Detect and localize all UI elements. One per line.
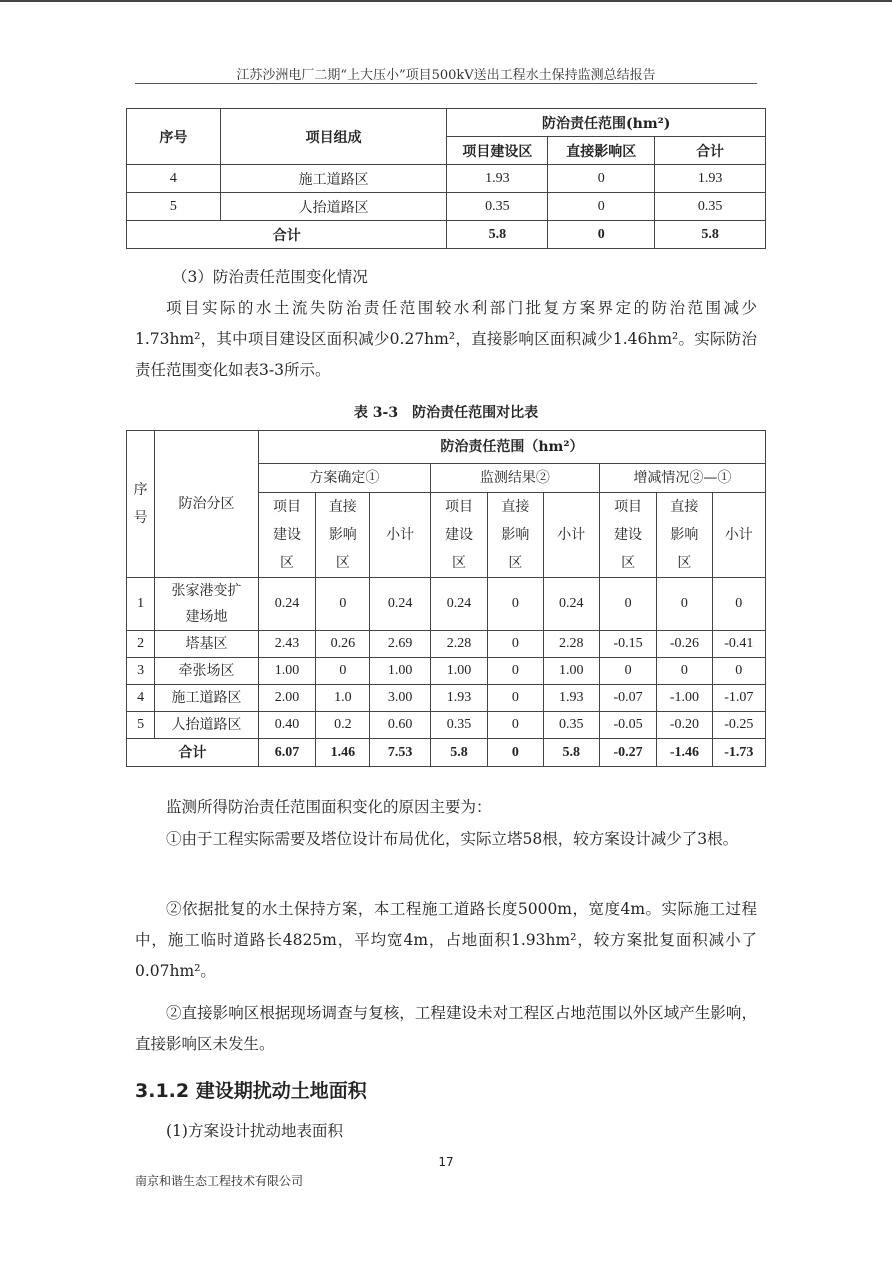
sub-header-subtotal: 小计 bbox=[543, 493, 599, 578]
col-header-seq: 序 号 bbox=[127, 431, 155, 578]
cell-value: 0 bbox=[712, 578, 765, 631]
footer-company: 南京和谐生态工程技术有限公司 bbox=[135, 1174, 304, 1188]
cell-value: 1.00 bbox=[430, 658, 487, 685]
table-3-3 bbox=[126, 430, 766, 767]
cell-value: 0 bbox=[316, 578, 370, 631]
cell-value: 0.35 bbox=[447, 193, 548, 221]
col-header-group: 防治责任范围（hm²） bbox=[258, 431, 765, 464]
cell-value: 0 bbox=[548, 165, 655, 193]
table-row bbox=[127, 658, 766, 685]
subsection-1: (1)方案设计扰动地表面积 bbox=[166, 1122, 343, 1140]
cell-value: 0.35 bbox=[430, 712, 487, 739]
cell-value: 0.2 bbox=[316, 712, 370, 739]
cell-value: 0 bbox=[548, 193, 655, 221]
cell-zone: 塔基区 bbox=[155, 631, 259, 658]
cell-value: 0.24 bbox=[543, 578, 599, 631]
cell-value: -0.26 bbox=[657, 631, 712, 658]
cell-value: 2.43 bbox=[258, 631, 315, 658]
cell-value: 0 bbox=[316, 658, 370, 685]
cell-value: 0.24 bbox=[258, 578, 315, 631]
cell-value: 0 bbox=[657, 578, 712, 631]
cell-value: -0.41 bbox=[712, 631, 765, 658]
table-row bbox=[127, 631, 766, 658]
cell-seq: 4 bbox=[127, 165, 221, 193]
table-row bbox=[127, 685, 766, 712]
cell-seq: 2 bbox=[127, 631, 155, 658]
cell-value: 0 bbox=[488, 685, 543, 712]
cell-name: 人抬道路区 bbox=[220, 193, 447, 221]
cell-value: -1.07 bbox=[712, 685, 765, 712]
cell-name: 施工道路区 bbox=[220, 165, 447, 193]
cell-value: 0 bbox=[488, 631, 543, 658]
table-row bbox=[127, 578, 766, 631]
sub-header-direct: 直接 影响 区 bbox=[488, 493, 543, 578]
table-row bbox=[127, 165, 766, 193]
cell-value: 0 bbox=[488, 578, 543, 631]
total-value: 6.07 bbox=[258, 739, 315, 767]
sub-header-subtotal: 小计 bbox=[370, 493, 430, 578]
cell-value: -0.25 bbox=[712, 712, 765, 739]
cell-value: 0.26 bbox=[316, 631, 370, 658]
cell-value: 0.24 bbox=[370, 578, 430, 631]
running-header: 江苏沙洲电厂二期“上大压小”项目500kV送出工程水土保持监测总结报告 bbox=[236, 68, 656, 83]
cell-value: 1.93 bbox=[430, 685, 487, 712]
cell-value: 0 bbox=[488, 658, 543, 685]
reason-3: ②直接影响区根据现场调查与复核，工程建设未对工程区占地范围以外区域产生影响，直接影响区未发生。 bbox=[135, 1004, 757, 1053]
cell-value: 0.40 bbox=[258, 712, 315, 739]
reason-2: ②依据批复的水土保持方案，本工程施工道路长度5000m，宽度4m。实际施工过程中，施工临时道路长4825m，平均宽4m，占地面积1.93hm²，较方案批复面积减小了0.07hm²。 bbox=[135, 900, 757, 980]
cell-value: 0.60 bbox=[370, 712, 430, 739]
sub-header-direct: 直接 影响 区 bbox=[657, 493, 712, 578]
header-rule bbox=[135, 83, 757, 84]
col-header-group: 防治责任范围(hm²) bbox=[447, 109, 766, 137]
cell-value: -0.20 bbox=[657, 712, 712, 739]
cell-value: 2.00 bbox=[258, 685, 315, 712]
table-row bbox=[127, 712, 766, 739]
cell-value: 1.00 bbox=[543, 658, 599, 685]
sub-header-build: 项目 建设 区 bbox=[599, 493, 656, 578]
total-value: 7.53 bbox=[370, 739, 430, 767]
cell-value: 0 bbox=[599, 658, 656, 685]
col-header-item: 项目组成 bbox=[220, 109, 447, 165]
table-responsibility-continued bbox=[126, 108, 766, 249]
cell-value: 1.93 bbox=[655, 165, 766, 193]
cell-value: 0 bbox=[599, 578, 656, 631]
cell-value: 0.35 bbox=[543, 712, 599, 739]
reasons-intro: 监测所得防治责任范围面积变化的原因主要为： bbox=[166, 798, 492, 816]
cell-value: 1.00 bbox=[258, 658, 315, 685]
sub-header-build: 项目 建设 区 bbox=[258, 493, 315, 578]
cell-value: 0.35 bbox=[655, 193, 766, 221]
col-header-seq: 序号 bbox=[127, 109, 221, 165]
sub-header-build: 项目 建设 区 bbox=[430, 493, 487, 578]
total-value: 0 bbox=[548, 221, 655, 249]
table-3-3-caption: 表 3-3 防治责任范围对比表 bbox=[353, 405, 539, 421]
cell-value: 2.28 bbox=[430, 631, 487, 658]
cell-seq: 4 bbox=[127, 685, 155, 712]
col-header-zone: 防治分区 bbox=[155, 431, 259, 578]
cell-value: -0.05 bbox=[599, 712, 656, 739]
total-value: 5.8 bbox=[430, 739, 487, 767]
cell-seq: 1 bbox=[127, 578, 155, 631]
cell-value: -1.00 bbox=[657, 685, 712, 712]
col-header-build: 项目建设区 bbox=[447, 137, 548, 165]
col-header-total: 合计 bbox=[655, 137, 766, 165]
cell-zone: 牵张场区 bbox=[155, 658, 259, 685]
total-value: -0.27 bbox=[599, 739, 656, 767]
section-heading-3-1-2: 3.1.2 建设期扰动土地面积 bbox=[135, 1080, 367, 1102]
reason-1: ①由于工程实际需要及塔位设计布局优化，实际立塔58根，较方案设计减少了3根。 bbox=[166, 830, 739, 848]
cell-value: 1.00 bbox=[370, 658, 430, 685]
sub-header-direct: 直接 影响 区 bbox=[316, 493, 370, 578]
group-change: 增减情况②—① bbox=[599, 464, 765, 493]
cell-value: 0 bbox=[488, 712, 543, 739]
cell-value: 0 bbox=[657, 658, 712, 685]
cell-seq: 5 bbox=[127, 193, 221, 221]
cell-value: -0.07 bbox=[599, 685, 656, 712]
cell-zone: 张家港变扩 建场地 bbox=[155, 578, 259, 631]
cell-zone: 人抬道路区 bbox=[155, 712, 259, 739]
cell-value: -0.15 bbox=[599, 631, 656, 658]
total-value: 5.8 bbox=[447, 221, 548, 249]
cell-zone: 施工道路区 bbox=[155, 685, 259, 712]
total-value: 5.8 bbox=[655, 221, 766, 249]
cell-value: 2.69 bbox=[370, 631, 430, 658]
total-value: 5.8 bbox=[543, 739, 599, 767]
para-change: 项目实际的水土流失防治责任范围较水利部门批复方案界定的防治范围减少1.73hm²，其中项目建设区面积减少0.27hm²，直接影响区面积减少1.46hm²。实际防治责任范围变化如表3-3所示。 bbox=[135, 299, 757, 379]
total-value: -1.46 bbox=[657, 739, 712, 767]
cell-seq: 5 bbox=[127, 712, 155, 739]
page-number: 17 bbox=[438, 1155, 454, 1169]
cell-value: 3.00 bbox=[370, 685, 430, 712]
group-plan: 方案确定① bbox=[258, 464, 430, 493]
col-header-direct: 直接影响区 bbox=[548, 137, 655, 165]
section-3-heading: （3）防治责任范围变化情况 bbox=[172, 268, 368, 286]
cell-value: 2.28 bbox=[543, 631, 599, 658]
table-total-row bbox=[127, 739, 766, 767]
total-value: -1.73 bbox=[712, 739, 765, 767]
total-value: 1.46 bbox=[316, 739, 370, 767]
cell-value: 1.93 bbox=[543, 685, 599, 712]
sub-header-subtotal: 小计 bbox=[712, 493, 765, 578]
cell-value: 0 bbox=[712, 658, 765, 685]
cell-seq: 3 bbox=[127, 658, 155, 685]
total-label: 合计 bbox=[127, 221, 447, 249]
table-row bbox=[127, 193, 766, 221]
total-label: 合计 bbox=[127, 739, 259, 767]
cell-value: 1.93 bbox=[447, 165, 548, 193]
group-monitor: 监测结果② bbox=[430, 464, 599, 493]
cell-value: 0.24 bbox=[430, 578, 487, 631]
table-total-row bbox=[127, 221, 766, 249]
page-top-border bbox=[0, 0, 892, 2]
cell-value: 1.0 bbox=[316, 685, 370, 712]
total-value: 0 bbox=[488, 739, 543, 767]
